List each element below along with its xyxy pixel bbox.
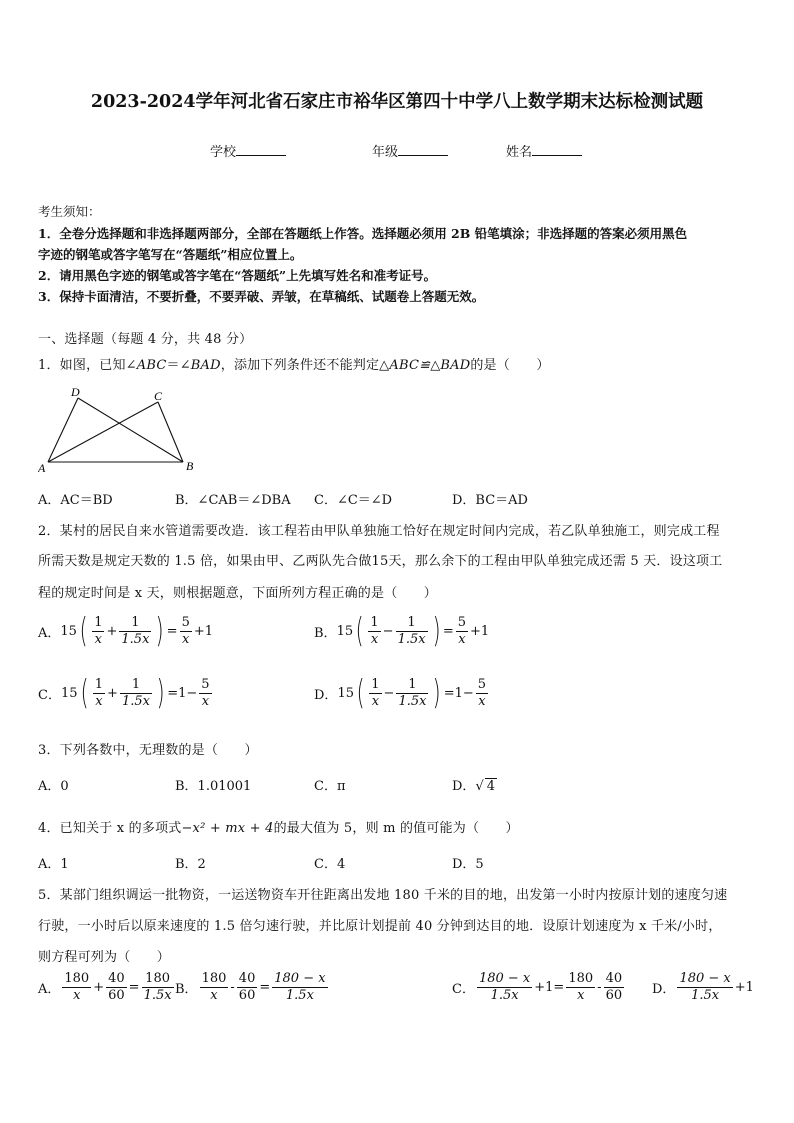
question-4: 4．已知关于 x 的多项式−x² + mx + 4的最大值为 5，则 m 的值可能为（ ） (38, 821, 519, 836)
question-5-line: 5．某部门组织调运一批物资，一运送物资车开往距离出发地 180 千米的目的地，出发第一小时内按原计划的速度匀速 (38, 888, 728, 903)
vertex-label-d: D (71, 385, 80, 399)
question-3: 3．下列各数中，无理数的是（ ） (38, 743, 258, 758)
q1-option-b[interactable]: B．∠CAB＝∠DBA (175, 493, 291, 508)
q2-option-d[interactable]: D．15( $\frac{1}{x}$ − $\frac{1}{1.5x}$ ) =1− $\frac{5}{x}$ (314, 673, 487, 713)
q4-option-c[interactable]: C．4 (314, 857, 346, 872)
q5-option-a[interactable]: A． $\frac{180}{x}$ + $\frac{40}{60}$ = $\frac{180}{1.5x}$ (38, 971, 172, 1003)
q2-option-a[interactable]: A．15( $\frac{1}{x}$ + $\frac{1}{1.5x}$ ) = $\frac{5}{x}$ +1 (38, 611, 214, 651)
q2-option-b[interactable]: B．15( $\frac{1}{x}$ − $\frac{1}{1.5x}$ ) = $\frac{5}{x}$ +1 (314, 611, 490, 651)
q1-option-d[interactable]: D．BC＝AD (452, 493, 528, 508)
q1-option-a[interactable]: A．AC＝BD (38, 493, 113, 508)
triangle-figure (38, 382, 208, 474)
q4-option-d[interactable]: D．5 (452, 857, 484, 872)
notice-heading: 考生须知： (38, 204, 101, 219)
grade-field[interactable]: 年级 (372, 141, 448, 160)
q1-option-c[interactable]: C．∠C＝∠D (314, 493, 393, 508)
q2-option-c[interactable]: C．15( $\frac{1}{x}$ + $\frac{1}{1.5x}$ ) =1− $\frac{5}{x}$ (38, 673, 210, 713)
question-5-line: 则方程可列为（ ） (38, 950, 171, 965)
question-2-line: 程的规定时间是 x 天，则根据题意，下面所列方程正确的是（ ） (38, 586, 437, 601)
q3-option-a[interactable]: A．0 (38, 779, 69, 794)
vertex-label-c: C (154, 389, 163, 403)
section-heading: 一、选择题（每题 4 分，共 48 分） (38, 332, 253, 347)
notice-item: 3．保持卡面清洁，不要折叠，不要弄破、弄皱，在草稿纸、试题卷上答题无效。 (38, 289, 485, 304)
q5-option-c[interactable]: C． $\frac{180 - x}{1.5x}$ +1= $\frac{180}{x}$ - $\frac{40}{60}$ (452, 971, 623, 1003)
q3-option-d[interactable]: D．√ 4 (452, 779, 496, 794)
question-5-line: 行驶，一小时后以原来速度的 1.5 倍匀速行驶，并比原计划提前 40 分钟到达目的地．设原计划速度为 x 千米/小时， (38, 919, 722, 934)
notice-item: 2．请用黑色字迹的钢笔或答字笔在“答题纸”上先填写姓名和准考证号。 (38, 268, 437, 283)
vertex-label-a: A (38, 461, 46, 474)
notice-item: 字迹的钢笔或答字笔写在“答题纸”相应位置上。 (38, 247, 303, 262)
question-2-line: 所需天数是规定天数的 1.5 倍，如果由甲、乙两队先合做15天，那么余下的工程由甲队单独完成还需 5 天．设这项工 (38, 554, 723, 569)
q4-option-a[interactable]: A．1 (38, 857, 69, 872)
q3-option-b[interactable]: B．1.01001 (175, 779, 252, 794)
question-2-line: 2．某村的居民自来水管道需要改造．该工程若由甲队单独施工恰好在规定时间内完成，若乙队单独施工，则完成工程 (38, 524, 720, 539)
q5-option-b[interactable]: B． $\frac{180}{x}$ - $\frac{40}{60}$ = $\frac{180 - x}{1.5x}$ (175, 971, 326, 1003)
q4-option-b[interactable]: B．2 (175, 857, 206, 872)
q5-option-d[interactable]: D． $\frac{180 - x}{1.5x}$ +1 (652, 971, 754, 1003)
page-title: 2023-2024学年河北省石家庄市裕华区第四十中学八上数学期末达标检测试题 (90, 92, 704, 112)
vertex-label-b: B (186, 459, 194, 473)
q3-option-c[interactable]: C．π (314, 779, 346, 794)
school-field[interactable]: 学校 (210, 141, 286, 160)
name-field[interactable]: 姓名 (506, 141, 582, 160)
notice-item: 1．全卷分选择题和非选择题两部分，全部在答题纸上作答。选择题必须用 2B 铅笔填涂；非选择题的答案必须用黑色 (38, 226, 688, 241)
question-1: 1．如图，已知∠ABC＝∠BAD，添加下列条件还不能判定△ABC≌△BAD的是（ ） (38, 358, 550, 373)
